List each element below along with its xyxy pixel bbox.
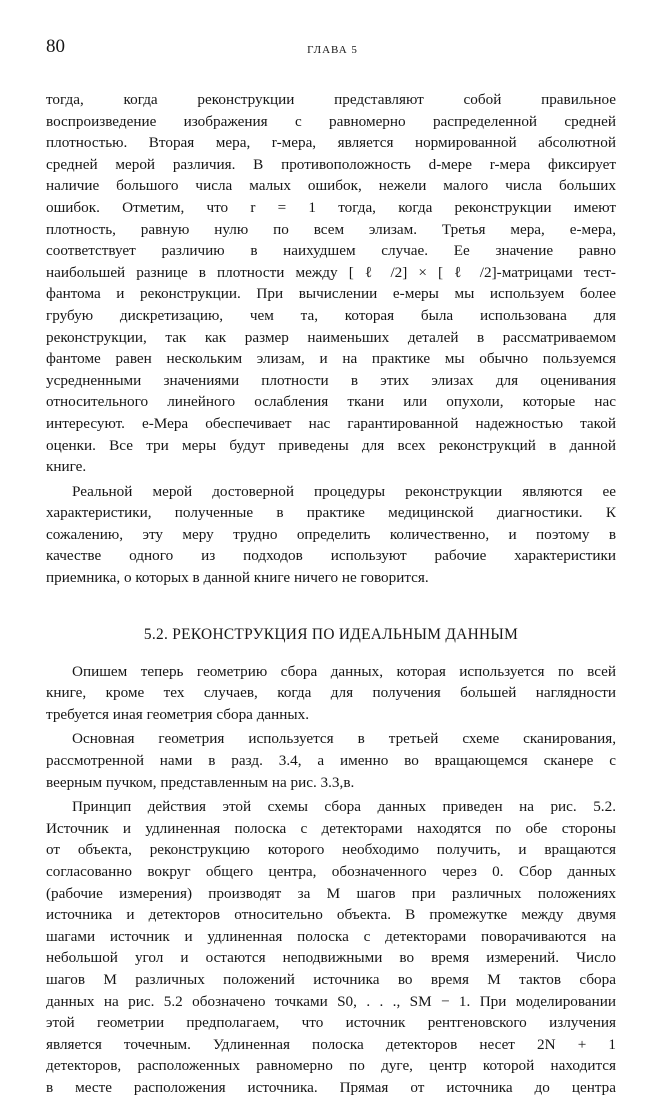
text-line: (рабочие измерения) производят за M шагов при различных положениях — [46, 884, 616, 902]
section-heading: 5.2. РЕКОНСТРУКЦИЯ ПО ИДЕАЛЬНЫМ ДАННЫМ — [143, 625, 519, 643]
text-line: наибольшей разнице в плотности между [ ℓ /2] × [ ℓ /2]-матрицами тест- — [46, 263, 616, 281]
text-line: согласованно вокруг общего центра, обозначенного через 0. Сбор данных — [46, 863, 616, 880]
page-number: 80 — [46, 36, 65, 57]
text-line: детекторов, расположенных равномерно по дуге, центр которой находится — [46, 1057, 616, 1075]
text-line: интересуют. e-Мера обеспечивает нас гарантированной надежностью такой — [46, 414, 616, 432]
text-line: небольшой угол и остаются неподвижными во время измерений. Число — [46, 949, 616, 967]
text-line: шагами источник и удлиненная полоска с детекторами поворачиваются на — [46, 927, 616, 945]
running-header — [46, 36, 619, 66]
text-line: рассмотренной нами в разд. 3.4, а именно во вращающемся сканере с — [46, 752, 616, 770]
text-line: соответствует различию в наихудшем случае. Ее значение равно — [46, 242, 616, 260]
text-line: Основная геометрия используется в третьей схеме сканирования, — [72, 730, 616, 748]
text-line: средней мерой различия. В противоположность d-мере r-мера фиксирует — [46, 155, 616, 173]
text-line: качестве одного из подходов используют рабочие характеристики — [46, 547, 616, 565]
text-line: от объекта, реконструкцию которого необходимо получить, и вращаются — [46, 841, 616, 859]
text-line: источника и детекторов относительно объекта. В промежутке между двумя — [46, 906, 616, 924]
text-line: данных на рис. 5.2 обозначено точками S0, . . ., SM − 1. При моделировании — [46, 992, 616, 1010]
text-line: приемника, о которых в данной книге ничего не говорится. — [46, 569, 429, 587]
text-line: наличие большого числа малых ошибок, нежели малого числа больших — [46, 177, 616, 195]
text-line: требуется иная геометрия сбора данных. — [46, 705, 310, 723]
text-line: Реальной мерой достоверной процедуры реконструкции являются ее — [72, 482, 616, 500]
text-line: шагов M различных положений источника во время M тактов сбора — [46, 970, 616, 988]
text-line: веерным пучком, представленным на рис. 3.3,в. — [46, 773, 355, 791]
text-line: характеристики, полученные в практике медицинской диагностики. К — [46, 504, 616, 522]
text-line: тогда, когда реконструкции представляют собой правильное — [46, 91, 616, 108]
text-line: Принцип действия этой схемы сбора данных приведен на рис. 5.2. — [72, 798, 616, 816]
text-line: фантома и реконструкции. При вычислении e-меры мы используем более — [46, 285, 616, 303]
text-line: Опишем теперь геометрию сбора данных, которая используется по всей — [72, 662, 616, 680]
text-line: относительного линейного ослабления ткани или опухоли, которые нас — [46, 393, 616, 411]
text-line: плотность, равную нулю по всем элизам. Третья мера, e-мера, — [46, 220, 616, 238]
paragraph-3 — [46, 661, 616, 726]
text-line: книге. — [46, 458, 87, 476]
text-line: книге, кроме тех случаев, когда для получения большей наглядности — [46, 684, 616, 702]
text-line: этой геометрии предполагаем, что источник рентгеновского излучения — [46, 1014, 616, 1032]
paragraph-5 — [46, 796, 616, 1098]
text-line: плотностью. Вторая мера, r-мера, является нормированной абсолютной — [46, 134, 616, 152]
text-line: фантоме равен нескольким элизам, и на практике мы обычно пользуемся — [46, 350, 616, 368]
text-line: воспроизведение изображения с равномерно распределенной средней — [46, 112, 616, 130]
paragraph-2 — [46, 481, 616, 589]
page-body — [46, 89, 616, 1099]
text-line: является точечным. Удлиненная полоска детекторов несет 2N + 1 — [46, 1035, 616, 1053]
text-line: оценки. Все три меры будут приведены для всех реконструкций в данной — [46, 436, 616, 454]
paragraph-1 — [46, 89, 616, 478]
text-line: в месте расположения источника. Прямая от источника до центра — [46, 1078, 616, 1096]
text-line: грубую дискретизацию, чем та, которая была использована для — [46, 306, 616, 324]
chapter-title: ГЛАВА 5 — [307, 44, 358, 56]
text-line: ошибок. Отметим, что r = 1 тогда, когда реконструкции имеют — [46, 198, 616, 216]
text-line: Источник и удлиненная полоска с детекторами находятся по обе стороны — [46, 819, 616, 837]
text-line: реконструкции, так как размер наименьших деталей в рассматриваемом — [46, 328, 616, 346]
text-line: сожалению, эту меру трудно определить количественно, и поэтому в — [46, 525, 616, 543]
paragraph-4 — [46, 728, 616, 793]
text-line: усредненными значениями плотности в этих элизах для оценивания — [46, 371, 616, 389]
